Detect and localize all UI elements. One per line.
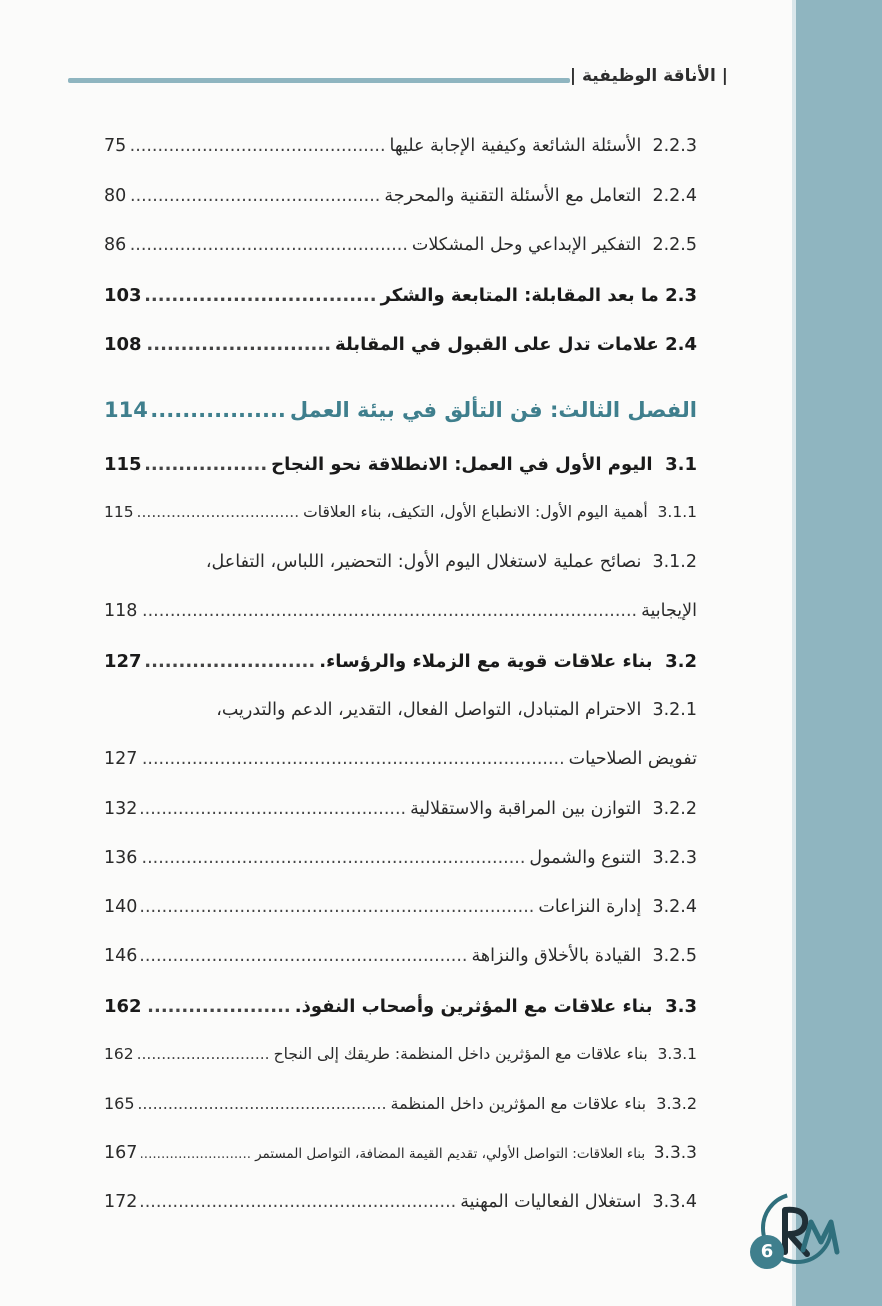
toc-entry-label: 3.3.3 بناء العلاقات: التواصل الأولي، تقديم القيمة المضافة، التواصل المستمر	[255, 1143, 697, 1163]
leader-dots	[141, 946, 467, 966]
toc-page-number: 132	[104, 799, 138, 819]
toc-entry[interactable]	[104, 285, 697, 306]
toc-entry[interactable]	[104, 454, 697, 475]
leader-dots	[146, 334, 331, 355]
toc-page-number: 127	[104, 749, 138, 769]
toc-entry[interactable]	[104, 334, 697, 355]
toc-entry-label: 2.3 ما بعد المقابلة: المتابعة والشكر	[380, 285, 697, 306]
toc-entry-label: 3.2 بناء علاقات قوية مع الزملاء والرؤساء.	[319, 651, 697, 672]
leader-dots	[141, 799, 406, 819]
toc-page-number: 140	[104, 897, 138, 917]
leader-dots	[146, 651, 316, 672]
leader-dots	[152, 398, 286, 422]
toc-page-number: 146	[104, 946, 138, 966]
toc-entry-label: 3.3.4 استغلال الفعاليات المهنية	[460, 1192, 697, 1212]
toc-entry-label: 3.3.1 بناء علاقات مع المؤثرين داخل المنظمة: طريقك إلى النجاح	[273, 1045, 697, 1063]
toc-entry-label: 3.2.3 التنوع والشمول	[529, 848, 697, 868]
toc-entry[interactable]	[104, 799, 697, 819]
toc-page-number: 86	[104, 235, 127, 255]
toc-entry[interactable]	[104, 848, 697, 868]
toc-entry[interactable]	[104, 186, 697, 206]
toc-page-number: 115	[104, 454, 142, 475]
toc-page-number: 172	[104, 1192, 138, 1212]
toc-entry-label: تفويض الصلاحيات	[568, 749, 697, 769]
toc-entry-label: 3.1 اليوم الأول في العمل: الانطلاقة نحو النجاح	[271, 454, 697, 475]
leader-dots	[141, 897, 534, 917]
toc-entry[interactable]	[104, 946, 697, 966]
toc-page-number: 114	[104, 398, 148, 422]
leader-dots	[141, 1146, 251, 1162]
toc-entry-label: 2.2.5 التفكير الإبداعي وحل المشكلات	[411, 235, 697, 255]
leader-dots	[141, 601, 637, 621]
leader-dots	[146, 454, 268, 475]
leader-dots	[130, 136, 385, 156]
toc-entry[interactable]	[104, 1045, 697, 1063]
leader-dots	[138, 503, 300, 521]
toc-entry-label: 2.2.3 الأسئلة الشائعة وكيفية الإجابة عليها	[389, 136, 697, 156]
toc-entry-label: 3.2.4 إدارة النزاعات	[538, 897, 697, 917]
leader-dots	[139, 1094, 387, 1113]
toc-entry-label: 3.3 بناء علاقات مع المؤثرين وأصحاب النفوذ.	[294, 996, 697, 1017]
toc-entry[interactable]	[104, 1192, 697, 1212]
page-number-badge: 6	[750, 1235, 784, 1269]
toc-entry-wrapped-line[interactable]: 3.2.1 الاحترام المتبادل، التواصل الفعال، التقدير، الدعم والتدريب،	[216, 700, 697, 720]
toc-page-number: 118	[104, 601, 138, 621]
toc-entry[interactable]	[104, 601, 697, 621]
leader-dots	[141, 749, 564, 769]
leader-dots	[141, 848, 525, 868]
toc-entry[interactable]	[104, 996, 697, 1017]
leader-dots	[146, 996, 291, 1017]
toc-entry[interactable]	[104, 897, 697, 917]
toc-chapter-entry[interactable]	[104, 398, 697, 422]
toc-entry[interactable]	[104, 1143, 697, 1163]
toc-page-number: 165	[104, 1094, 135, 1113]
toc-entry-label: 3.3.2 بناء علاقات مع المؤثرين داخل المنظمة	[390, 1094, 697, 1113]
toc-entry-label: 3.1.1 أهمية اليوم الأول: الانطباع الأول، التكيف، بناء العلاقات	[303, 503, 697, 521]
toc-page-number: 127	[104, 651, 142, 672]
toc-entry-label: 3.2.2 التوازن بين المراقبة والاستقلالية	[410, 799, 697, 819]
running-header: | الأناقة الوظيفية |	[569, 66, 728, 86]
toc-entry-wrapped-line[interactable]: 3.1.2 نصائح عملية لاستغلال اليوم الأول: التحضير، اللباس، التفاعل،	[205, 552, 697, 572]
toc-page-number: 75	[104, 136, 127, 156]
toc-page-number: 115	[104, 503, 134, 521]
toc-entry-label: 2.2.4 التعامل مع الأسئلة التقنية والمحرجة	[384, 186, 697, 206]
toc-entry-label: 3.2.5 القيادة بالأخلاق والنزاهة	[471, 946, 697, 966]
leader-dots	[146, 285, 377, 306]
toc-entry-label: الإيجابية	[641, 601, 697, 621]
toc-page-number: 136	[104, 848, 138, 868]
leader-dots	[130, 235, 408, 255]
toc-entry[interactable]	[104, 1094, 697, 1113]
toc-page-number: 103	[104, 285, 142, 306]
toc-entry[interactable]	[104, 651, 697, 672]
leader-dots	[138, 1045, 270, 1063]
toc-entry[interactable]	[104, 136, 697, 156]
toc-entry[interactable]	[104, 503, 697, 521]
toc-entry[interactable]	[104, 235, 697, 255]
toc-page-number: 162	[104, 996, 142, 1017]
toc-entry-label: 2.4 علامات تدل على القبول في المقابلة	[335, 334, 697, 355]
toc-page-number: 167	[104, 1143, 138, 1163]
toc-page-number: 162	[104, 1045, 134, 1063]
toc-page-number: 108	[104, 334, 142, 355]
leader-dots	[130, 186, 380, 206]
leader-dots	[141, 1192, 456, 1212]
toc-page-number: 80	[104, 186, 127, 206]
toc-chapter-label: الفصل الثالث: فن التألق في بيئة العمل	[289, 398, 697, 422]
toc-entry[interactable]	[104, 749, 697, 769]
